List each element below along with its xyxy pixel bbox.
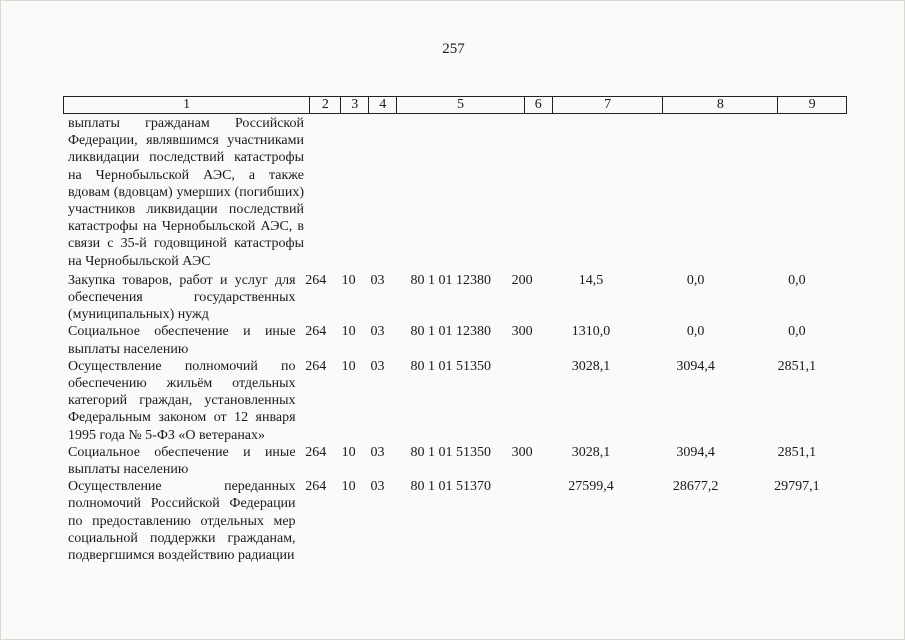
table-row <box>68 323 848 357</box>
header-col-1: 1 <box>64 97 310 113</box>
row-year3: 0,0 <box>788 272 806 288</box>
row-year1: 3028,1 <box>571 444 611 460</box>
row-description: выплаты гражданам Российской Федерации, являвшимся участниками ликвидации последствий катастрофы на Чернобыльской АЭС, а также вдовам (вдовцам) умерших (погибших) участников ликвидации последствий катастрофы на Чернобыльской АЭС, в связи с 35-й годовщиной катастрофы на Чернобыльской АЭС <box>68 116 304 269</box>
row-vr <box>508 358 537 444</box>
row-pr: 03 <box>370 272 385 288</box>
row-year3: 29797,1 <box>774 479 820 495</box>
row-pr: 03 <box>370 479 385 495</box>
row-rz: 10 <box>341 272 356 288</box>
row-year3: 2851,1 <box>777 444 817 460</box>
row-year3: 0,0 <box>788 324 806 340</box>
row-csr: 80 1 01 51350 <box>410 358 492 374</box>
row-csr: 80 1 01 51370 <box>410 479 492 495</box>
row-vr: 300 <box>511 444 533 460</box>
row-vr <box>508 478 537 564</box>
header-col-6: 6 <box>525 97 553 113</box>
row-csr: 80 1 01 12380 <box>410 272 492 288</box>
header-col-9: 9 <box>808 97 816 112</box>
page-number: 257 <box>442 41 465 57</box>
row-year2: 0,0 <box>686 272 705 288</box>
row-rz: 10 <box>341 358 356 374</box>
row-description: Осуществление полномочий по обеспечению жильём отдельных категорий граждан, установленных Федеральным законом от 12 января 1995 года № 5-ФЗ «О ветеранах» <box>68 358 296 443</box>
row-ved: 264 <box>305 479 327 495</box>
header-col-8: 8 <box>663 97 778 113</box>
row-csr: 80 1 01 12380 <box>410 324 492 340</box>
row-description: Закупка товаров, работ и услуг для обеспечения государственных (муниципальных) нужд <box>68 272 296 323</box>
row-ved: 264 <box>305 358 327 374</box>
table-body <box>68 115 848 564</box>
table-row <box>68 444 848 478</box>
row-year1: 3028,1 <box>571 358 611 374</box>
row-year1: 27599,4 <box>568 479 614 495</box>
row-vr: 200 <box>511 272 533 288</box>
row-pr: 03 <box>370 324 385 340</box>
row-year2: 3094,4 <box>676 358 715 374</box>
row-pr: 03 <box>370 358 385 374</box>
row-ved: 264 <box>305 444 327 460</box>
row-vr: 300 <box>511 324 533 340</box>
header-col-2: 2 <box>310 97 341 113</box>
row-year3: 2851,1 <box>777 358 817 374</box>
row-ved: 264 <box>305 272 327 288</box>
row-pr: 03 <box>370 444 385 460</box>
row-description: Осуществление переданных полномочий Российской Федерации по предоставлению отдельных мер социальной поддержки гражданам, подвергшимся воздействию радиации <box>68 479 296 564</box>
row-year1: 1310,0 <box>571 324 611 340</box>
header-col-4: 4 <box>369 97 397 113</box>
row-ved: 264 <box>305 324 327 340</box>
row-rz: 10 <box>341 444 356 460</box>
row-rz: 10 <box>341 479 356 495</box>
row-rz: 10 <box>341 324 356 340</box>
row-description: Социальное обеспечение и иные выплаты населению <box>68 324 296 357</box>
table-row <box>68 272 848 324</box>
table-header-row <box>63 96 847 114</box>
table-row <box>68 115 848 270</box>
row-year2: 28677,2 <box>672 479 719 495</box>
header-col-5: 5 <box>397 97 525 113</box>
table-row <box>68 358 848 444</box>
header-col-7: 7 <box>553 97 664 113</box>
row-description: Социальное обеспечение и иные выплаты населению <box>68 444 296 478</box>
row-year1: 14,5 <box>578 272 604 288</box>
row-year2: 3094,4 <box>676 444 715 460</box>
table-row <box>68 478 848 564</box>
header-col-3: 3 <box>341 97 369 113</box>
row-csr: 80 1 01 51350 <box>410 444 492 460</box>
row-year2: 0,0 <box>686 324 705 340</box>
